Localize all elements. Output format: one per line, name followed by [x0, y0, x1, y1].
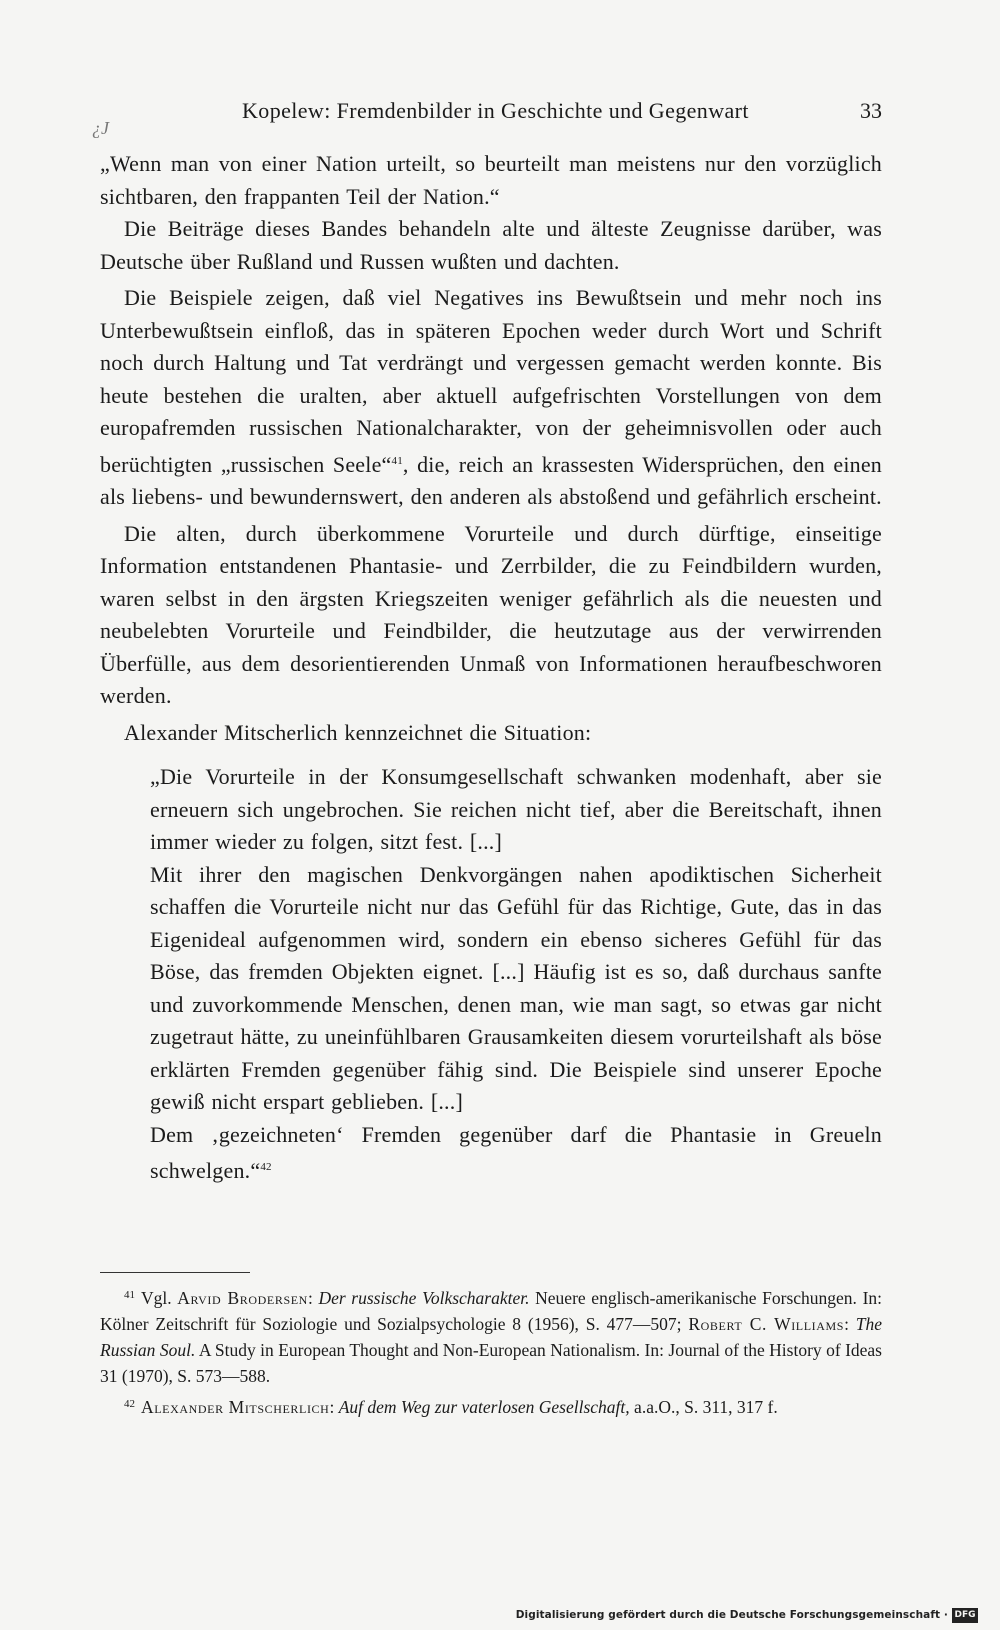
- footnote-author: Arvid Brodersen: [177, 1288, 308, 1308]
- paragraph-3-text-b: , die, reich an krassesten Widersprüchen, den einen als liebens- und bewundernswert, den anderen als abstoßend und gefährlich erscheint.: [100, 451, 882, 509]
- footnote-text: Neuere englisch-amerikanische Forschungen. In: Kölner Zeitschrift für Soziologie und Sozialpsychologie 8 (1956), S. 477—507;: [100, 1288, 883, 1334]
- main-text: [100, 148, 882, 1188]
- footnote-text: :: [844, 1314, 849, 1334]
- footnote-author: Robert C. Williams: [688, 1314, 845, 1334]
- footnote-title: Auf dem Weg zur vaterlosen Gesellschaft,: [338, 1397, 630, 1417]
- paragraph-3-text-a: Die Beispiele zeigen, daß viel Negatives ins Bewußtsein und mehr noch ins Unterbewußtsein einfloß, das in späteren Epochen weder durch Wort und Schrift noch durch Haltung und Tat verdrängt und vergessen gemacht werden konnte. Bis heute bestehen die uralten, aber aktuell aufgefrischten Vorstellungen von dem europafremden russischen Nationalcharakter, von der geheimnisvollen oder auch berüchtigten „russischen Seele“: [100, 285, 882, 477]
- footnote-divider: [100, 1272, 250, 1273]
- quote-part-3: [150, 1119, 882, 1188]
- footnote-ref-42[interactable]: 42: [260, 1161, 272, 1173]
- footnote-title: The Russian Soul.: [100, 1314, 883, 1360]
- footnote-text: :: [329, 1397, 335, 1417]
- running-header: [242, 98, 882, 130]
- footnote-title: Der russische Volkscharakter.: [318, 1288, 530, 1308]
- running-title: Kopelew: Fremdenbilder in Geschichte und Gegenwart: [242, 98, 749, 123]
- paragraph-5: Alexander Mitscherlich kennzeichnet die Situation:: [124, 719, 592, 745]
- dfg-logo: DFG: [952, 1608, 978, 1623]
- paragraph-2: Die Beiträge dieses Bandes behandeln alte und älteste Zeugnisse darüber, was Deutsche über Rußland und Russen wußten und dachten.: [100, 216, 882, 274]
- margin-mark: ¿J: [92, 118, 109, 138]
- page-number: 33: [860, 98, 882, 123]
- paragraph-3: [100, 282, 882, 514]
- quote-part-3-text: Dem ‚gezeichneten‘ Fremden gegenüber darf die Phantasie in Greueln schwelgen.“: [150, 1121, 882, 1183]
- footnote-number: 42: [124, 1398, 135, 1410]
- footnote-ref-41[interactable]: 41: [391, 454, 403, 467]
- digitization-credit: Digitalisierung gefördert durch die Deutsche Forschungsgemeinschaft ·: [515, 1609, 948, 1621]
- footnote-text: :: [307, 1288, 313, 1308]
- footnote-41: [100, 1282, 882, 1389]
- digitization-stamp: [516, 1605, 978, 1625]
- block-quote: [150, 761, 882, 1188]
- footnote-42: [100, 1391, 882, 1420]
- footnote-text: Vgl.: [141, 1288, 172, 1308]
- footnote-author: Alexander Mitscherlich: [141, 1397, 330, 1417]
- paragraph-4: Die alten, durch überkommene Vorurteile und durch dürftige, einseitige Information entstandenen Phantasie- und Zerrbilder, die zu Feindbildern wurden, waren selbst in den ärgsten Kriegszeiten weniger gefährlich als die neuesten und neubelebten Vorurteile und Feindbilder, die heutzutage aus der verwirrenden Überfülle, aus dem desorientierenden Unmaß von Informationen heraufbeschworen werden.: [100, 520, 882, 708]
- quote-part-1: „Die Vorurteile in der Konsumgesellschaft schwanken modenhaft, aber sie erneuern sich ungebrochen. Sie reichen nicht tief, aber die Bereitschaft, ihnen immer wieder zu folgen, sitzt fest. [...]: [150, 764, 882, 854]
- footnote-text: a.a.O., S. 311, 317 f.: [634, 1397, 778, 1417]
- footnotes: [100, 1282, 882, 1422]
- quote-part-2: Mit ihrer den magischen Denkvorgängen nahen apodiktischen Sicherheit schaffen die Vorurteile nicht nur das Gefühl für das Richtige, Gute, das in das Eigenideal aufgenommen wird, sondern ein ebenso sicheres Gefühl für das Böse, das fremden Objekten eignet. [...] Häufig ist es so, daß durchaus sanfte und zuvorkommende Menschen, denen man, wie man sagt, so etwas gar nicht zugetraut hätte, zu uneinfühlbaren Grausamkeiten diesem vorurteilshaft als böse erklärten Fremden gegenüber fähig sind. Die Beispiele sind unserer Epoche gewiß nicht erspart geblieben. [...]: [150, 861, 882, 1114]
- footnote-number: 41: [124, 1289, 135, 1301]
- footnote-text: A Study in European Thought and Non-European Nationalism. In: Journal of the History of Ideas 31 (1970), S. 573—588.: [100, 1340, 882, 1386]
- paragraph-1: „Wenn man von einer Nation urteilt, so beurteilt man meistens nur den vorzüglich sichtbaren, den frappanten Teil der Nation.“: [100, 151, 882, 209]
